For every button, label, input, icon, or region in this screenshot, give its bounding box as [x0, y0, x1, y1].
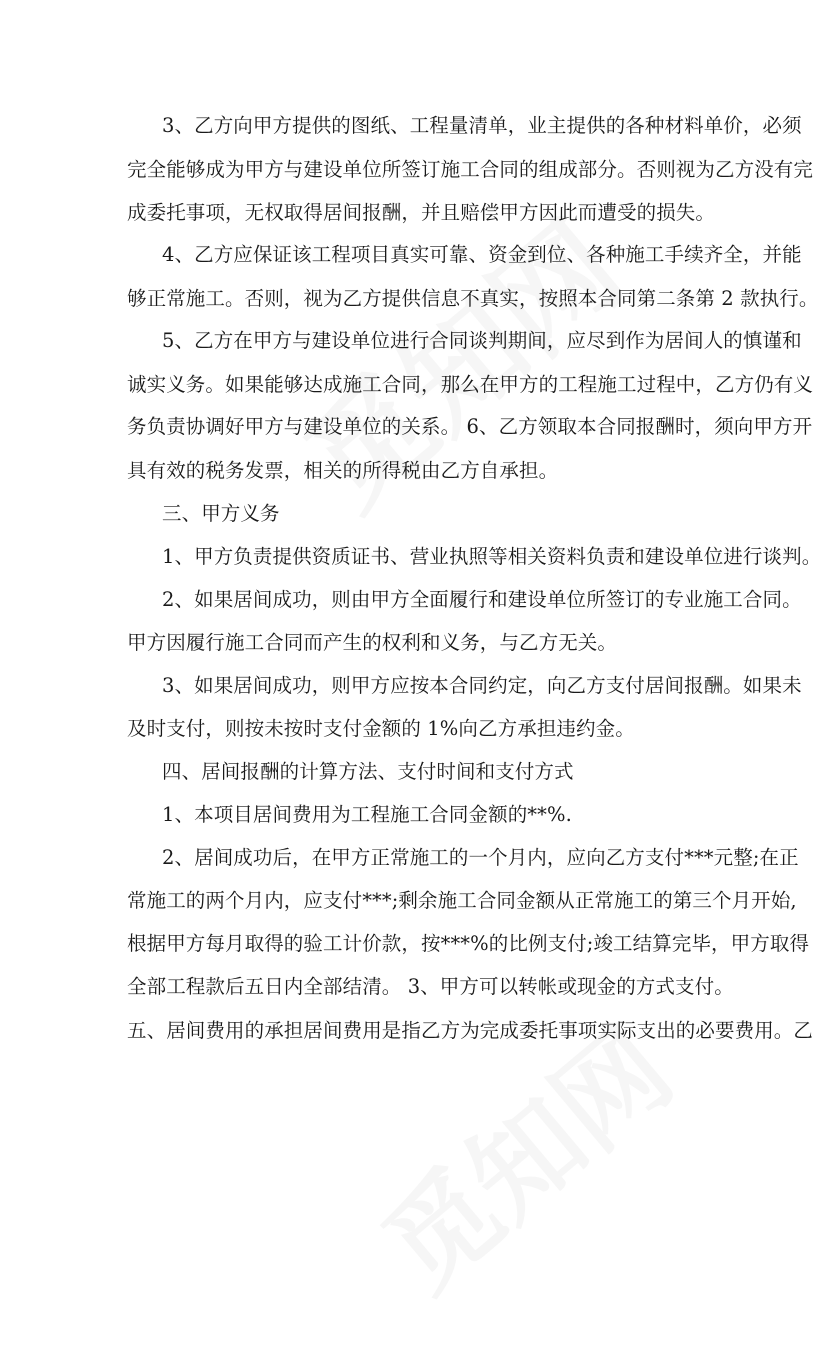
- paragraph-line: 1、甲方负责提供资质证书、营业执照等相关资料负责和建设单位进行谈判。: [162, 545, 822, 568]
- paragraph-line: 务负责协调好甲方与建设单位的关系。 6、乙方领取本合同报酬时，须向甲方开: [127, 415, 813, 438]
- paragraph-line: 够正常施工。否则，视为乙方提供信息不真实，按照本合同第二条第 2 款执行。: [127, 287, 819, 310]
- paragraph-line: 1、本项目居间费用为工程施工合同金额的**%.: [162, 803, 572, 826]
- paragraph-line: 3、如果居间成功，则甲方应按本合同约定，向乙方支付居间报酬。如果未: [162, 674, 802, 697]
- paragraph-line: 及时支付，则按未按时支付金额的 1%向乙方承担违约金。: [127, 717, 635, 740]
- paragraph-line: 3、乙方向甲方提供的图纸、工程量清单，业主提供的各种材料单价，必须: [162, 114, 802, 137]
- paragraph-line: 2、如果居间成功，则由甲方全面履行和建设单位所签订的专业施工合同。: [162, 588, 802, 611]
- paragraph-line: 全部工程款后五日内全部结清。 3、甲方可以转帐或现金的方式支付。: [127, 975, 734, 998]
- paragraph-line: 具有效的税务发票，相关的所得税由乙方自承担。: [127, 459, 559, 482]
- paragraph-line: 成委托事项，无权取得居间报酬，并且赔偿甲方因此而遭受的损失。: [127, 201, 716, 224]
- section-heading: 四、居间报酬的计算方法、支付时间和支付方式: [162, 760, 574, 783]
- section-heading: 五、居间费用的承担居间费用是指乙方为完成委托事项实际支出的必要费用。乙: [127, 1019, 814, 1042]
- paragraph-line: 诚实义务。如果能够达成施工合同，那么在甲方的工程施工过程中，乙方仍有义: [127, 373, 814, 396]
- paragraph-line: 2、居间成功后，在甲方正常施工的一个月内，应向乙方支付***元整;在正: [162, 846, 799, 869]
- paragraph-line: 完全能够成为甲方与建设单位所签订施工合同的组成部分。否则视为乙方没有完: [127, 158, 814, 181]
- paragraph-line: 4、乙方应保证该工程项目真实可靠、资金到位、各种施工手续齐全，并能: [162, 243, 802, 266]
- section-heading: 三、甲方义务: [162, 502, 280, 525]
- paragraph-line: 根据甲方每月取得的验工计价款，按***%的比例支付;竣工结算完毕，甲方取得: [127, 932, 810, 955]
- paragraph-line: 常施工的两个月内，应支付***;剩余施工合同金额从正常施工的第三个月开始,: [127, 889, 797, 912]
- paragraph-line: 甲方因履行施工合同而产生的权利和义务，与乙方无关。: [127, 631, 618, 654]
- paragraph-line: 5、乙方在甲方与建设单位进行合同谈判期间，应尽到作为居间人的慎谨和: [162, 329, 802, 352]
